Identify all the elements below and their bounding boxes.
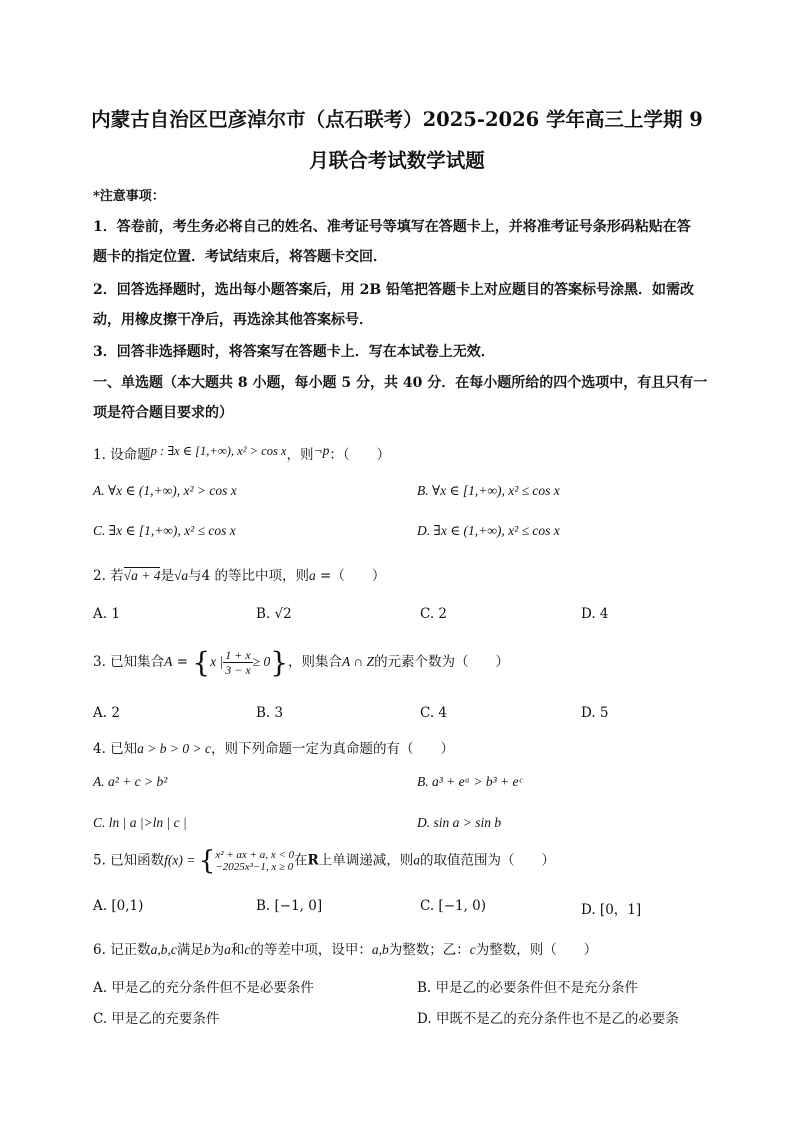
question-2 — [93, 564, 385, 584]
q5-option-c[interactable]: C. [−1, 0) — [420, 898, 487, 914]
q1-option-d[interactable]: D. ∃x ∈ (1,+∞), x² ≤ cos x — [417, 523, 560, 538]
q6-mid1: 满足 — [176, 942, 204, 958]
q1-option-c[interactable]: C. ∃x ∈ [1,+∞), x² ≤ cos x — [93, 523, 236, 538]
q6-mid4: 的等差中项，设甲： — [250, 942, 372, 958]
q5-option-b[interactable]: B. [−1, 0] — [256, 898, 323, 914]
q2-suffix: =（ ） — [315, 568, 386, 584]
q3-intersection: A ∩ Z — [342, 654, 375, 669]
q3-option-d[interactable]: D. 5 — [581, 705, 609, 721]
q1-proposition: p : ∃x ∈ [1,+∞), x² > cos x — [150, 444, 287, 458]
notice-item-2a: 2．回答选择题时，选出每小题答案后，用 2B 铅笔把答题卡上对应题目的答案标号涂黑．如需改 — [93, 282, 695, 298]
notice-item-3: 3．回答非选择题时，将答案写在答题卡上．写在本试卷上无效． — [93, 344, 495, 360]
q1-mid: ，则 — [286, 447, 314, 463]
q2-sqrt-a-plus-4: √a + 4 — [123, 568, 161, 583]
q4-option-c[interactable]: C. ln | a |>ln | c | — [93, 815, 187, 830]
notice-item-1b: 题卡的指定位置．考试结束后，将答题卡交回． — [93, 249, 387, 265]
q6-suffix: 为整数，则（ ） — [475, 942, 598, 958]
question-6 — [93, 938, 597, 958]
q5-case-2: −2025x³−1, x ≥ 0 — [215, 861, 294, 873]
q2-option-a[interactable]: A. 1 — [93, 606, 120, 622]
q5-case-1: x² + ax + a, x < 0 — [215, 849, 295, 861]
q2-option-b[interactable]: B. √2 — [256, 606, 292, 622]
q6-ab: a,b — [371, 942, 389, 957]
section-heading-a: 一、单选题（本大题共 8 小题，每小题 5 分，共 40 分．在每小题所给的四个选项中，有且只有一 — [93, 375, 708, 391]
q5-mid2: 上单调递减，则 — [318, 852, 414, 869]
q6-mid3: 和 — [230, 942, 245, 958]
q2-prefix: 2. 若 — [93, 568, 124, 584]
q2-mid1: 是 — [160, 568, 174, 584]
q5-prefix: 5. 已知函数 — [93, 852, 165, 869]
q3-prefix: 3. 已知集合 — [93, 654, 165, 670]
q3-set-var: x | — [210, 654, 224, 669]
q5-mid: 在 — [294, 852, 308, 869]
q6-option-c[interactable]: C. 甲是乙的充要条件 — [93, 1011, 220, 1027]
q6-option-b[interactable]: B. 甲是乙的必要条件但不是充分条件 — [417, 980, 639, 996]
q3-fraction — [223, 648, 252, 677]
q1-negation: ¬p — [313, 443, 330, 458]
q1-option-b[interactable]: B. ∀x ∈ [1,+∞), x² ≤ cos x — [417, 483, 560, 498]
question-4 — [93, 737, 454, 757]
q6-option-d[interactable]: D. 甲既不是乙的充分条件也不是乙的必要条 — [417, 1011, 679, 1027]
q1-option-a[interactable]: A. ∀x ∈ (1,+∞), x² > cos x — [93, 483, 237, 498]
q1-prefix: 1. 设命题 — [93, 447, 151, 463]
q5-piecewise — [215, 849, 294, 873]
notice-item-1a: 1．答卷前，考生务必将自己的姓名、准考证号等填写在答题卡上，并将准考证号条形码粘贴在答 — [93, 219, 691, 235]
q3-eq: = — [172, 654, 193, 670]
page-title-line2: 月联合考试数学试题 — [309, 149, 485, 172]
q2-var: a — [309, 568, 316, 583]
q5-option-a[interactable]: A. [0,1) — [93, 898, 144, 914]
q5-suffix: 的取值范围为（ ） — [420, 852, 556, 869]
q3-mid: ，则集合 — [288, 654, 343, 670]
question-1 — [93, 443, 390, 463]
q6-c: c — [244, 942, 251, 957]
q3-denominator: 3 − x — [225, 663, 251, 677]
notice-item-2b: 动，用橡皮擦干净后，再选涂其他答案标号． — [93, 312, 373, 328]
q6-mid2: 为 — [210, 942, 225, 958]
q1-suffix: ：（ ） — [329, 447, 391, 463]
q6-mid5: 为整数；乙： — [388, 942, 470, 958]
q2-option-d[interactable]: D. 4 — [581, 606, 609, 622]
q3-option-c[interactable]: C. 4 — [420, 705, 448, 721]
q3-left-brace: { — [192, 646, 211, 679]
q4-prefix: 4. 已知 — [93, 741, 138, 757]
question-5 — [93, 846, 555, 876]
page-title-line1: 内蒙古自治区巴彦淖尔市（点石联考）2025-2026 学年高三上学期 9 — [91, 108, 703, 131]
q4-option-d[interactable]: D. sin a > sin b — [417, 815, 502, 830]
q3-suffix: 的元素个数为（ ） — [374, 654, 510, 670]
q5-var: a — [413, 852, 421, 868]
q3-right-brace: } — [270, 646, 289, 679]
q4-option-b[interactable]: B. a³ + eᵃ > b³ + eᶜ — [417, 774, 523, 789]
q4-option-a[interactable]: A. a² + c > b² — [93, 774, 168, 789]
q6-c2: c — [469, 942, 476, 957]
q3-set-name: A — [164, 654, 173, 669]
q2-sqrt-a: √a — [173, 568, 189, 583]
q5-reals: R — [307, 852, 319, 869]
q6-vars: a,b,c — [150, 942, 177, 957]
q3-option-a[interactable]: A. 2 — [93, 705, 120, 721]
q5-option-d[interactable]: D. [0，1] — [581, 902, 642, 918]
q4-suffix: ，则下列命题一定为真命题的有（ ） — [211, 741, 454, 757]
question-3 — [93, 646, 509, 679]
q6-b: b — [203, 942, 211, 957]
notice-heading: *注意事项： — [93, 189, 165, 204]
q3-option-b[interactable]: B. 3 — [256, 705, 284, 721]
q5-brace: { — [198, 846, 216, 876]
q5-function: f(x) = — [164, 852, 199, 868]
section-heading-b: 项是符合题目要求的） — [93, 405, 233, 421]
q3-numerator: 1 + x — [225, 648, 251, 662]
q4-condition: a > b > 0 > c — [137, 741, 211, 756]
q6-prefix: 6. 记正数 — [93, 942, 151, 958]
q2-mid2: 与4 的等比中项，则 — [188, 568, 310, 584]
q6-option-a[interactable]: A. 甲是乙的充分条件但不是必要条件 — [93, 980, 314, 996]
q2-option-c[interactable]: C. 2 — [420, 606, 448, 622]
q6-a: a — [224, 942, 231, 957]
q3-condition: ≥ 0 — [252, 654, 271, 669]
